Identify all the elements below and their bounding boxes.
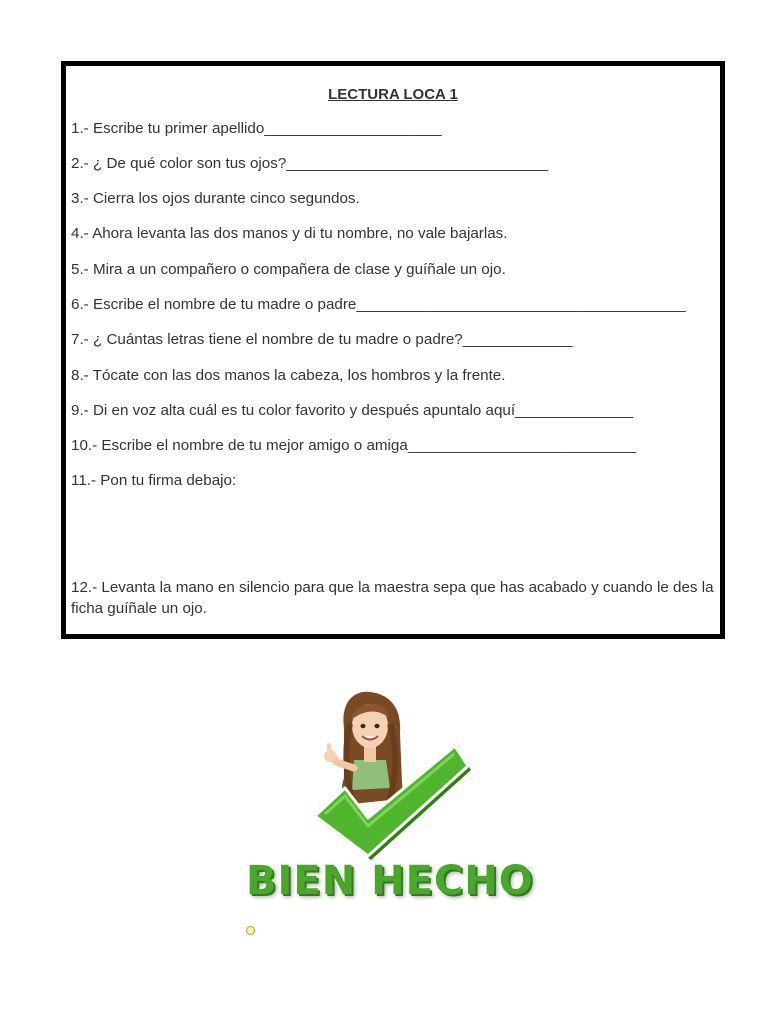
instruction-1: 1.- Escribe tu primer apellido_____________________ [71,120,442,137]
instruction-6: 6.- Escribe el nombre de tu madre o padre_______________________________________ [71,296,686,313]
instruction-8: 8.- Tócate con las dos manos la cabeza, los hombros y la frente. [71,367,506,384]
selection-handle [246,926,255,935]
instruction-2: 2.- ¿ De qué color son tus ojos?_______________________________ [71,155,549,172]
worksheet-title: LECTURA LOCA 1 [328,86,458,103]
bien-hecho-badge: BIEN HECHO [246,858,534,904]
instruction-11: 11.- Pon tu firma debajo: [71,472,237,489]
instruction-9: 9.- Di en voz alta cuál es tu color favorito y después apuntalo aquí______________ [71,402,634,419]
worksheet-box [61,61,725,639]
instruction-3: 3.- Cierra los ojos durante cinco segundos. [71,190,360,207]
instruction-12: 12.- Levanta la mano en silencio para que la maestra sepa que has acabado y cuando le des la ficha guíñale un ojo. [71,579,714,617]
instruction-10: 10.- Escribe el nombre de tu mejor amigo o amiga___________________________ [71,437,636,454]
instruction-5: 5.- Mira a un compañero o compañera de clase y guíñale un ojo. [71,261,506,278]
instruction-7: 7.- ¿ Cuántas letras tiene el nombre de tu madre o padre?_____________ [71,331,573,348]
instruction-4: 4.- Ahora levanta las dos manos y di tu nombre, no vale bajarlas. [71,225,508,242]
avatar-girl-thumbs-up-icon [324,692,402,804]
